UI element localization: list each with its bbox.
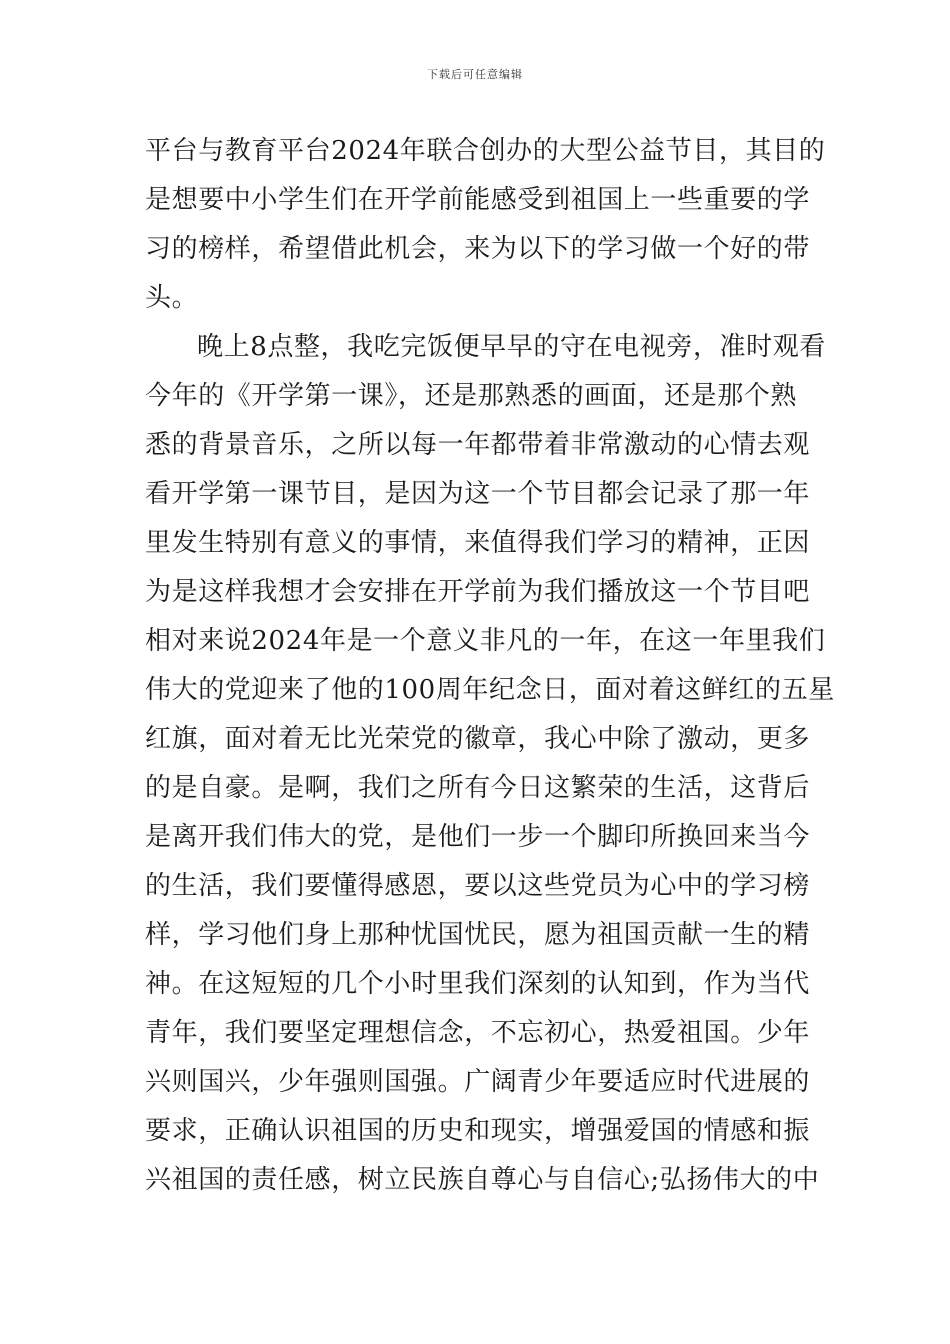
text-line: 是离开我们伟大的党，是他们一步一个脚印所换回来当今 bbox=[145, 822, 811, 852]
text-line: 红旗，面对着无比光荣党的徽章，我心中除了激动，更多 bbox=[145, 724, 811, 754]
text-line: 平台与教育平台2024年联合创办的大型公益节目，其目的 bbox=[145, 136, 826, 166]
text-line: 的生活，我们要懂得感恩，要以这些党员为心中的学习榜 bbox=[145, 871, 811, 901]
text-line: 相对来说2024年是一个意义非凡的一年，在这一年里我们 bbox=[145, 626, 826, 656]
text-line: 要求，正确认识祖国的历史和现实，增强爱国的情感和振 bbox=[145, 1116, 811, 1146]
text-line: 样，学习他们身上那种忧国忧民，愿为祖国贡献一生的精 bbox=[145, 920, 811, 950]
text-line: 是想要中小学生们在开学前能感受到祖国上一些重要的学 bbox=[145, 185, 811, 215]
text-line: 今年的《开学第一课》，还是那熟悉的画面，还是那个熟 bbox=[145, 381, 798, 411]
text-line: 头。 bbox=[145, 283, 199, 313]
text-line: 伟大的党迎来了他的100周年纪念日，面对着这鲜红的五星 bbox=[145, 675, 835, 705]
paragraph bbox=[145, 323, 835, 1205]
text-line: 里发生特别有意义的事情，来值得我们学习的精神，正因 bbox=[145, 528, 811, 558]
text-line: 的是自豪。是啊，我们之所有今日这繁荣的生活，这背后 bbox=[145, 773, 811, 803]
page-header-note: 下载后可任意编辑 bbox=[427, 68, 523, 81]
text-line: 青年，我们要坚定理想信念，不忘初心，热爱祖国。少年 bbox=[145, 1018, 811, 1048]
text-line: 兴则国兴，少年强则国强。广阔青少年要适应时代进展的 bbox=[145, 1067, 811, 1097]
document-body bbox=[145, 127, 835, 1205]
text-line: 看开学第一课节目，是因为这一个节目都会记录了那一年 bbox=[145, 479, 811, 509]
text-line: 晚上8点整，我吃完饭便早早的守在电视旁，准时观看 bbox=[197, 332, 826, 362]
text-line: 为是这样我想才会安排在开学前为我们播放这一个节目吧 bbox=[145, 577, 811, 607]
text-line: 悉的背景音乐，之所以每一年都带着非常激动的心情去观 bbox=[145, 430, 811, 460]
text-line: 兴祖国的责任感，树立民族自尊心与自信心;弘扬伟大的中 bbox=[145, 1165, 820, 1195]
text-line: 神。在这短短的几个小时里我们深刻的认知到，作为当代 bbox=[145, 969, 811, 999]
text-line: 习的榜样，希望借此机会，来为以下的学习做一个好的带 bbox=[145, 234, 811, 264]
paragraph bbox=[145, 127, 826, 323]
